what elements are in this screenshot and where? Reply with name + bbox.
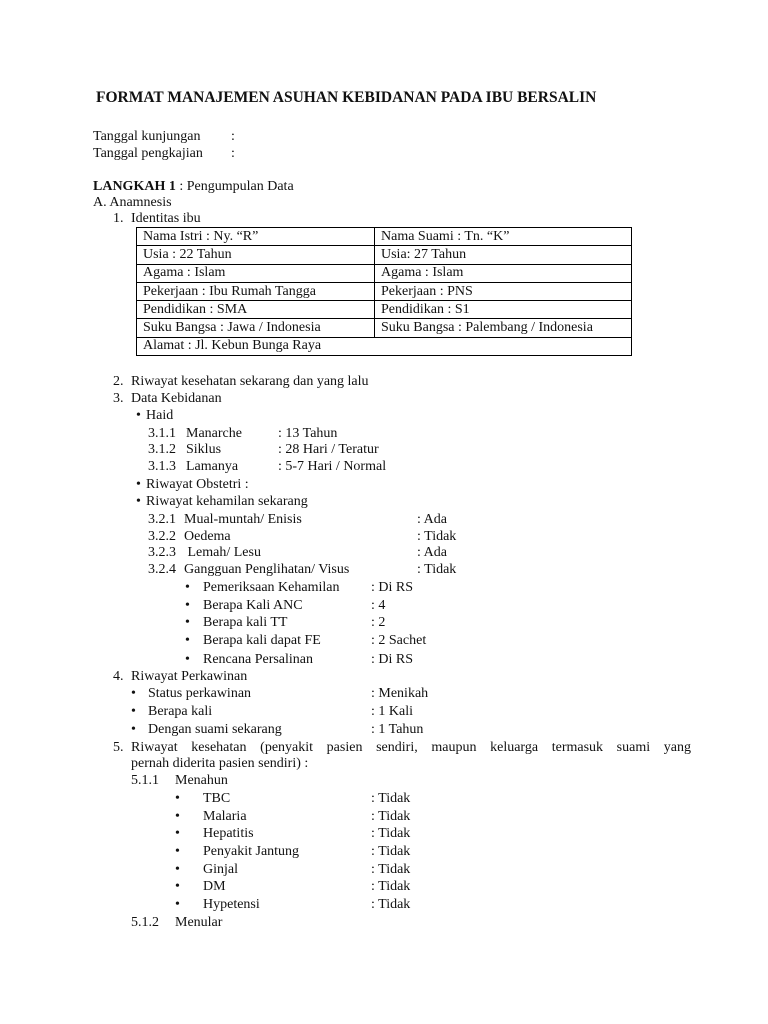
item-3-label: Data Kebidanan — [131, 391, 222, 406]
list-item-label: Hepatitis — [203, 826, 254, 841]
section-a-heading: A. Anamnesis — [93, 195, 172, 210]
list-item-number: 3.1.3 — [148, 459, 176, 474]
husband-age-cell: Usia: 27 Tahun — [375, 246, 632, 264]
item-1-number: 1. — [113, 211, 124, 226]
bullet-icon: • — [175, 897, 180, 912]
husband-occupation-cell: Pekerjaan : PNS — [375, 282, 632, 300]
list-item-label: Hypetensi — [203, 897, 260, 912]
bullet-icon: • — [175, 879, 180, 894]
item-2-label: Riwayat kesehatan sekarang dan yang lalu — [131, 374, 369, 389]
list-item-value: : 1 Tahun — [371, 722, 424, 737]
item-2-number: 2. — [113, 374, 124, 389]
bullet-icon: • — [185, 652, 190, 667]
wife-age-cell: Usia : 22 Tahun — [137, 246, 375, 264]
bullet-icon: • — [131, 704, 136, 719]
list-item-value: : 5-7 Hari / Normal — [278, 459, 387, 474]
list-item-label: Ginjal — [203, 862, 238, 877]
list-item-label: Status perkawinan — [148, 686, 252, 701]
wife-name-cell: Nama Istri : Ny. “R” — [137, 228, 375, 246]
list-item-value: : Tidak — [371, 844, 411, 859]
item-1-label: Identitas ibu — [131, 211, 201, 226]
list-item-label: Berapa kali dapat FE — [203, 633, 321, 648]
item-4-label: Riwayat Perkawinan — [131, 669, 248, 684]
table-row — [137, 319, 632, 337]
wife-religion-cell: Agama : Islam — [137, 264, 375, 282]
visit-date-label: Tanggal kunjungan — [93, 129, 201, 144]
list-item-label: Berapa kali TT — [203, 615, 288, 630]
list-item-number: 3.2.3 — [148, 545, 176, 560]
list-item-number: 3.1.2 — [148, 442, 176, 457]
step-heading-rest: : Pengumpulan Data — [175, 179, 294, 194]
list-item-number: 3.2.1 — [148, 512, 176, 527]
bullet-icon: • — [185, 615, 190, 630]
list-item-value: : 4 — [371, 598, 386, 613]
list-item-number: 3.2.2 — [148, 529, 176, 544]
list-item-number: 3.1.1 — [148, 426, 176, 441]
list-item-label: Pemeriksaan Kehamilan — [203, 580, 340, 595]
list-item-value: : Ada — [417, 512, 447, 527]
list-item-value: : Tidak — [417, 529, 457, 544]
bullet-icon: • — [131, 722, 136, 737]
list-item-label: Manarche — [186, 426, 242, 441]
list-item-label: Oedema — [184, 529, 231, 544]
list-item-label: Dengan suami sekarang — [148, 722, 282, 737]
list-item-label: TBC — [203, 791, 231, 806]
address-cell: Alamat : Jl. Kebun Bunga Raya — [137, 337, 632, 355]
item-5-number: 5. — [113, 740, 124, 755]
wife-ethnicity-cell: Suku Bangsa : Jawa / Indonesia — [137, 319, 375, 337]
list-item-value: : Tidak — [371, 809, 411, 824]
bullet-icon: • — [175, 844, 180, 859]
bullet-icon: • — [175, 826, 180, 841]
list-item-number: 3.2.4 — [148, 562, 176, 577]
item-5-text-line-1: Riwayat kesehatan (penyakit pasien sendiri, maupun keluarga termasuk suami yang — [131, 740, 691, 755]
step-heading — [93, 178, 294, 195]
bullet-icon: • — [185, 598, 190, 613]
list-item-label: Malaria — [203, 809, 247, 824]
list-item-value: : Tidak — [417, 562, 457, 577]
list-item-value: : 1 Kali — [371, 704, 413, 719]
assessment-date-separator: : — [231, 146, 235, 161]
bullet-icon: • — [131, 686, 136, 701]
list-item-label: Lamanya — [186, 459, 239, 474]
list-item-value: : Tidak — [371, 897, 411, 912]
bullet-icon: • — [185, 580, 190, 595]
step-heading-bold: LANGKAH 1 — [93, 179, 176, 194]
infectious-diseases-label: Menular — [175, 915, 223, 930]
subsection-number: 5.1.2 — [131, 915, 159, 930]
list-item-label: Gangguan Penglihatan/ Visus — [184, 562, 350, 577]
list-item-label: Rencana Persalinan — [203, 652, 314, 667]
bullet-icon: • — [136, 494, 141, 509]
table-row — [137, 337, 632, 355]
table-row — [137, 246, 632, 264]
list-item-value: : 28 Hari / Teratur — [278, 442, 379, 457]
bullet-icon: • — [175, 862, 180, 877]
list-item-value: : Tidak — [371, 862, 411, 877]
assessment-date-label: Tanggal pengkajian — [93, 146, 203, 161]
list-item-value: : 2 Sachet — [371, 633, 427, 648]
wife-occupation-cell: Pekerjaan : Ibu Rumah Tangga — [137, 282, 375, 300]
bullet-icon: • — [185, 633, 190, 648]
bullet-icon: • — [136, 408, 141, 423]
list-item-label: Lemah/ Lesu — [184, 545, 261, 560]
bullet-icon: • — [175, 809, 180, 824]
item-5-text-line-2: pernah diderita pasien sendiri) : — [131, 756, 309, 771]
husband-name-cell: Nama Suami : Tn. “K” — [375, 228, 632, 246]
list-item-label: Penyakit Jantung — [203, 844, 300, 859]
list-item-value: : Ada — [417, 545, 447, 560]
current-pregnancy-label: Riwayat kehamilan sekarang — [146, 494, 308, 509]
husband-education-cell: Pendidikan : S1 — [375, 301, 632, 319]
haid-label: Haid — [146, 408, 174, 423]
chronic-diseases-label: Menahun — [175, 773, 228, 788]
item-3-number: 3. — [113, 391, 124, 406]
subsection-number: 5.1.1 — [131, 773, 159, 788]
husband-ethnicity-cell: Suku Bangsa : Palembang / Indonesia — [375, 319, 632, 337]
list-item-value: : Tidak — [371, 879, 411, 894]
list-item-label: DM — [203, 879, 226, 894]
document-title: FORMAT MANAJEMEN ASUHAN KEBIDANAN PADA IBU BERSALIN — [96, 89, 597, 106]
identity-table — [136, 227, 632, 356]
list-item-label: Berapa Kali ANC — [203, 598, 303, 613]
bullet-icon: • — [136, 477, 141, 492]
wife-education-cell: Pendidikan : SMA — [137, 301, 375, 319]
list-item-label: Berapa kali — [148, 704, 213, 719]
husband-religion-cell: Agama : Islam — [375, 264, 632, 282]
table-row — [137, 282, 632, 300]
bullet-icon: • — [175, 791, 180, 806]
list-item-value: : Menikah — [371, 686, 429, 701]
list-item-label: Mual-muntah/ Enisis — [184, 512, 302, 527]
table-row — [137, 264, 632, 282]
obstetric-history-label: Riwayat Obstetri : — [146, 477, 249, 492]
item-4-number: 4. — [113, 669, 124, 684]
list-item-value: : Di RS — [371, 580, 414, 595]
list-item-value: : 13 Tahun — [278, 426, 338, 441]
table-row — [137, 228, 632, 246]
list-item-value: : Tidak — [371, 826, 411, 841]
table-row — [137, 301, 632, 319]
list-item-label: Siklus — [186, 442, 222, 457]
list-item-value: : 2 — [371, 615, 386, 630]
list-item-value: : Tidak — [371, 791, 411, 806]
list-item-value: : Di RS — [371, 652, 414, 667]
visit-date-separator: : — [231, 129, 235, 144]
